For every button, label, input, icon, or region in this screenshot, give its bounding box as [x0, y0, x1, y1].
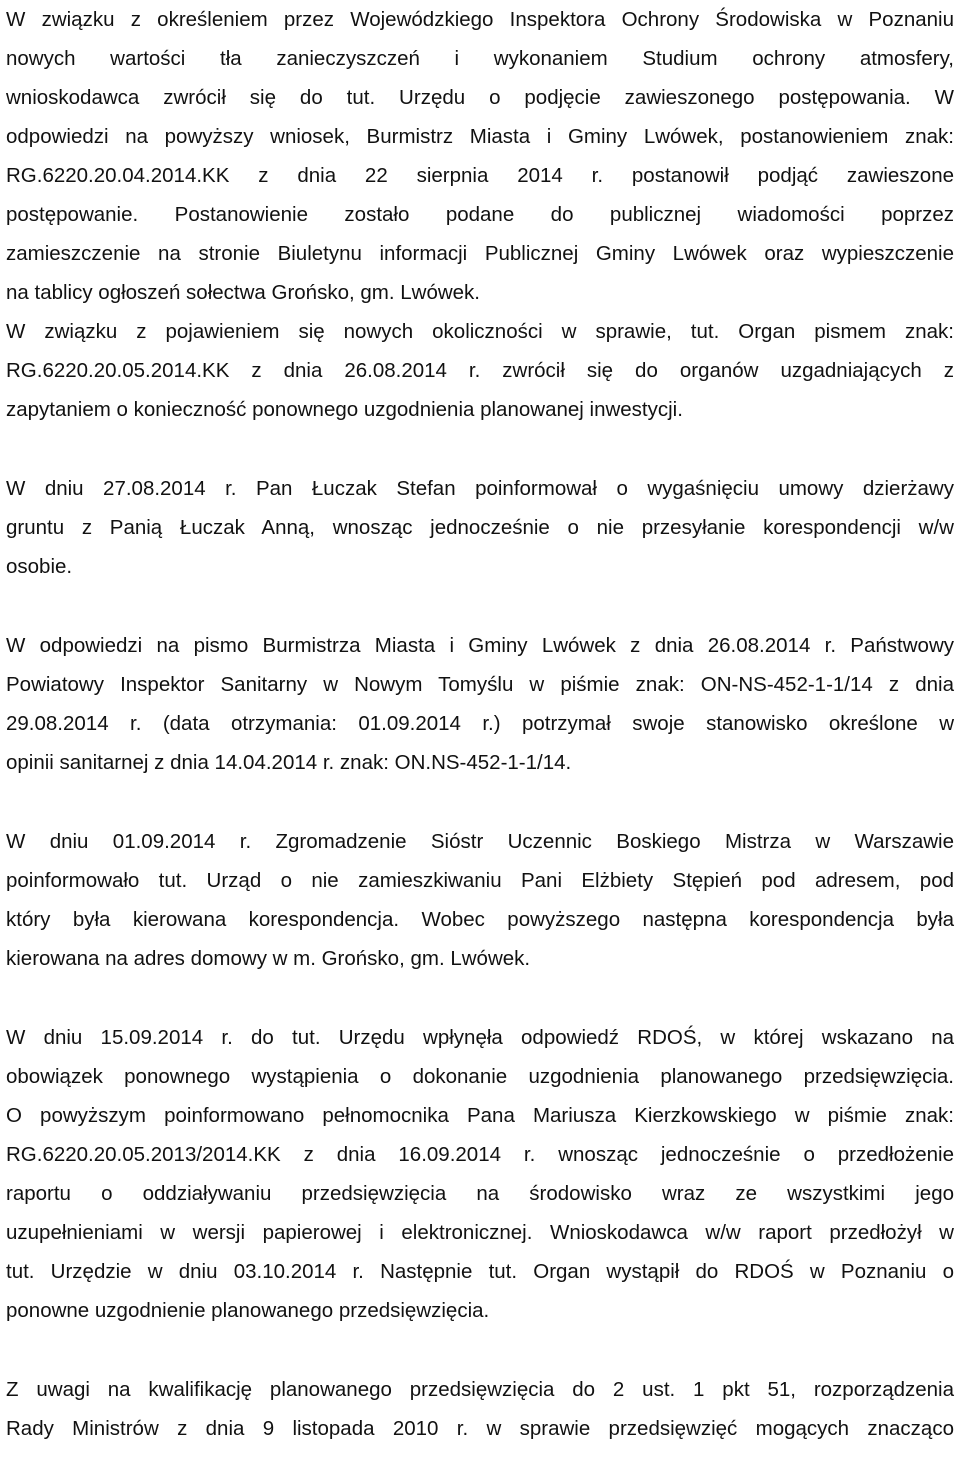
text-line: zapytaniem o konieczność ponownego uzgodnienia planowanej inwestycji. — [6, 398, 683, 421]
text-line: kierowana na adres domowy w m. Grońsko, gm. Lwówek. — [6, 947, 531, 970]
text-line: raportu o oddziaływaniu przedsięwzięcia na środowisko wraz ze wszystkimi jego — [6, 1182, 954, 1205]
text-line: na tablicy ogłoszeń sołectwa Grońsko, gm. Lwówek. — [6, 281, 481, 304]
text-line: osobie. — [6, 555, 73, 578]
text-line: wnioskodawca zwrócił się do tut. Urzędu o podjęcie zawieszonego postępowania. W — [6, 86, 954, 109]
text-line: W odpowiedzi na pismo Burmistrza Miasta i Gminy Lwówek z dnia 26.08.2014 r. Państwowy — [6, 634, 954, 657]
text-line: W związku z pojawieniem się nowych okoliczności w sprawie, tut. Organ pismem znak: — [6, 320, 954, 343]
text-line: RG.6220.20.05.2013/2014.KK z dnia 16.09.2014 r. wnosząc jednocześnie o przedłożenie — [6, 1143, 954, 1166]
text-line: który była kierowana korespondencja. Wobec powyższego następna korespondencja była — [6, 908, 954, 931]
text-line: Rady Ministrów z dnia 9 listopada 2010 r. w sprawie przedsięwzięć mogących znacząco — [6, 1417, 954, 1440]
text-line: odpowiedzi na powyższy wniosek, Burmistrz Miasta i Gminy Lwówek, postanowieniem znak: — [6, 125, 954, 148]
text-line: W dniu 27.08.2014 r. Pan Łuczak Stefan poinformował o wygaśnięciu umowy dzierżawy — [6, 477, 954, 500]
text-line: obowiązek ponownego wystąpienia o dokonanie uzgodnienia planowanego przedsięwzięcia. — [6, 1065, 954, 1088]
text-line: nowych wartości tła zanieczyszczeń i wykonaniem Studium ochrony atmosfery, — [6, 47, 954, 70]
text-line: W związku z określeniem przez Wojewódzkiego Inspektora Ochrony Środowiska w Poznaniu — [6, 8, 954, 31]
text-line: W dniu 01.09.2014 r. Zgromadzenie Sióstr Uczennic Boskiego Mistrza w Warszawie — [6, 830, 954, 853]
text-line: W dniu 15.09.2014 r. do tut. Urzędu wpłynęła odpowiedź RDOŚ, w której wskazano na — [6, 1026, 954, 1049]
text-line: gruntu z Panią Łuczak Anną, wnosząc jednocześnie o nie przesyłanie korespondencji w/w — [6, 516, 954, 539]
text-line: RG.6220.20.05.2014.KK z dnia 26.08.2014 r. zwrócił się do organów uzgadniających z — [6, 359, 954, 382]
text-line: Powiatowy Inspektor Sanitarny w Nowym Tomyślu w piśmie znak: ON-NS-452-1-1/14 z dnia — [6, 673, 954, 696]
text-line: uzupełnieniami w wersji papierowej i elektronicznej. Wnioskodawca w/w raport przedłożył w — [6, 1221, 954, 1244]
text-line: 29.08.2014 r. (data otrzymania: 01.09.2014 r.) potrzymał swoje stanowisko określone w — [6, 712, 954, 735]
text-line: ponowne uzgodnienie planowanego przedsięwzięcia. — [6, 1299, 490, 1322]
text-line: poinformowało tut. Urząd o nie zamieszkiwaniu Pani Elżbiety Stępień pod adresem, pod — [6, 869, 954, 892]
text-line: Z uwagi na kwalifikację planowanego przedsięwzięcia do 2 ust. 1 pkt 51, rozporządzenia — [6, 1378, 954, 1401]
text-line: opinii sanitarnej z dnia 14.04.2014 r. znak: ON.NS-452-1-1/14. — [6, 751, 572, 774]
text-line: zamieszczenie na stronie Biuletynu informacji Publicznej Gminy Lwówek oraz wypieszczenie — [6, 242, 954, 265]
text-line: O powyższym poinformowano pełnomocnika Pana Mariusza Kierzkowskiego w piśmie znak: — [6, 1104, 954, 1127]
text-line: RG.6220.20.04.2014.KK z dnia 22 sierpnia 2014 r. postanowił podjąć zawieszone — [6, 164, 954, 187]
text-line: postępowanie. Postanowienie zostało podane do publicznej wiadomości poprzez — [6, 203, 954, 226]
text-line: tut. Urzędzie w dniu 03.10.2014 r. Następnie tut. Organ wystąpił do RDOŚ w Poznaniu o — [6, 1260, 954, 1283]
